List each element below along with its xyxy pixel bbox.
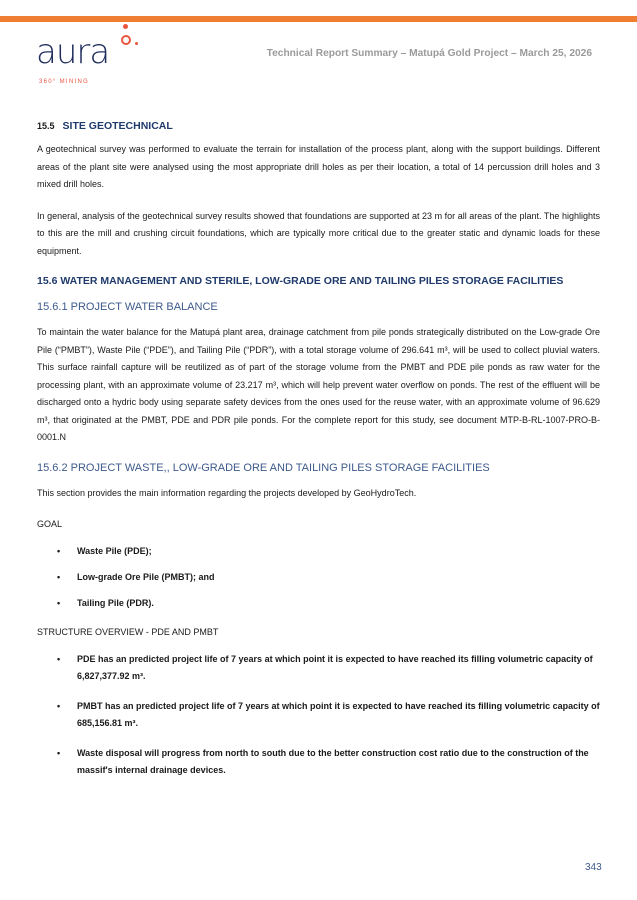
logo-dot — [123, 24, 128, 29]
report-header-title: Technical Report Summary – Matupá Gold Project – March 25, 2026 — [266, 48, 592, 59]
section-number: 15.5 — [37, 121, 55, 131]
page-content — [37, 119, 600, 792]
list-item: • Waste Pile (PDE); — [37, 538, 600, 564]
section-title: SITE GEOTECHNICAL — [62, 120, 173, 132]
logo-ring — [121, 35, 131, 45]
aura-logo — [36, 22, 146, 92]
goal-list — [37, 538, 600, 616]
logo-dot-small — [135, 42, 138, 45]
goal-label: GOAL — [37, 519, 63, 529]
list-item: • Low-grade Ore Pile (PMBT); and — [37, 564, 600, 590]
section-15-6-heading: 15.6 WATER MANAGEMENT AND STERILE, LOW-GRADE ORE AND TAILING PILES STORAGE FACILITIES — [37, 275, 564, 287]
page-number: 343 — [585, 862, 602, 873]
logo-word: aura — [36, 32, 110, 72]
overview-list — [37, 651, 600, 779]
list-item: • Tailing Pile (PDR). — [37, 590, 600, 616]
section-15-6-1-heading: 15.6.1 PROJECT WATER BALANCE — [37, 301, 218, 313]
section-15-6-2-heading: 15.6.2 PROJECT WASTE,, LOW-GRADE ORE AND TAILING PILES STORAGE FACILITIES — [37, 461, 490, 474]
paragraph: In general, analysis of the geotechnical survey results showed that foundations are supported at 23 m for all areas of the plant. The highlights to this are the mill and crushing circuit foundations, which are typically more critical due to the greater static and dynamic loads for these equipment. — [37, 210, 600, 256]
list-item: • PMBT has an predicted project life of 7 years at which point it is expected to have reached its filling volumetric capacity of 685,156.81 m³. — [37, 698, 600, 732]
list-item: • PDE has an predicted project life of 7 years at which point it is expected to have reached its filling volumetric capacity of 6,827,377.92 m³. — [37, 651, 600, 685]
section-15-5-heading — [37, 119, 600, 133]
logo-tagline: 360° MINING — [39, 79, 90, 85]
paragraph: A geotechnical survey was performed to evaluate the terrain for installation of the process plant, along with the support buildings. Different areas of the plant site were analysed using the most appropriate drill holes as per their location, a total of 14 percussion drill holes and 3 mixed drill holes. — [37, 144, 600, 189]
overview-label: STRUCTURE OVERVIEW - PDE AND PMBT — [37, 626, 219, 637]
paragraph: This section provides the main information regarding the projects developed by GeoHydroTech. — [37, 487, 417, 498]
paragraph: To maintain the water balance for the Matupá plant area, drainage catchment from pile ponds strategically distributed on the Low-grade Ore Pile (“PMBT”), Waste Pile (“PDE”), and Tailing Pile (“PDR”), with a total storage volume of 296.641 m³, will be used to collect pluvial waters. This surface rainfall capture will be reutilized as of part of the storage volume from the PMBT and PDE pile ponds as raw water for the processing plant, with an approximate volume of 23.217 m³, which will help prevent water overflow on ponds. The rest of the effluent will be discharged onto a hydric body using separate safety devices from the ones used for the reuse water, with an approximate volume of 96.629 m³, that originated at the PMBT, PDE and PDR pile ponds. For the complete report for this study, see document MTP-B-RL-1007-PRO-B-0001.N — [37, 327, 600, 442]
list-item: • Waste disposal will progress from north to south due to the better construction cost ratio due to the construction of the massif's internal drainage devices. — [37, 745, 600, 779]
